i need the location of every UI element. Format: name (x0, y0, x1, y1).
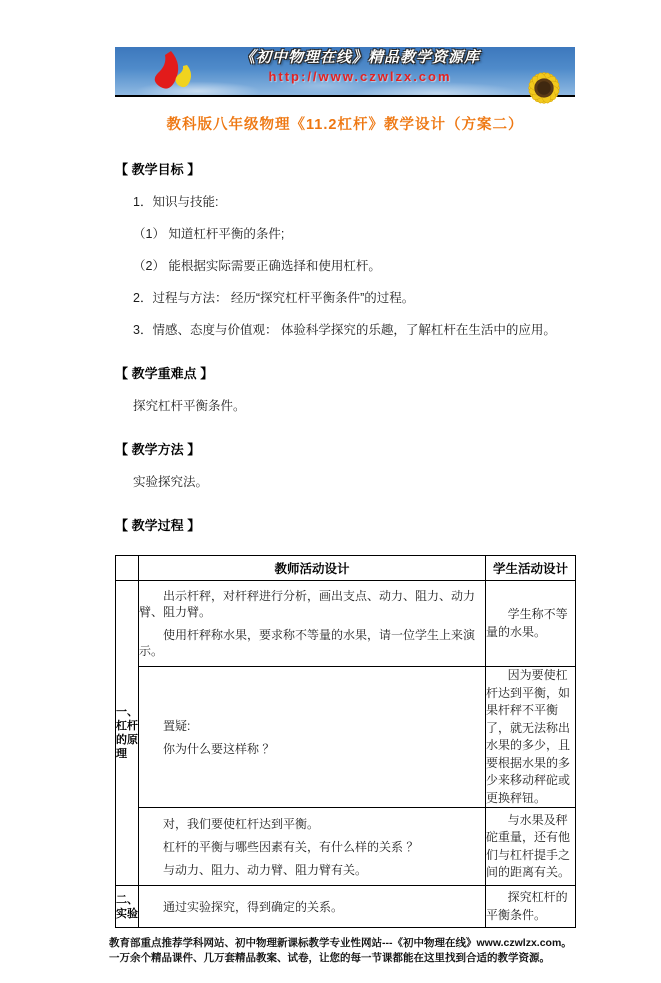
student-activity-cell (486, 581, 576, 667)
teacher-activity-text: 与动力、阻力、动力臂、阻力臂有关。 (163, 862, 368, 877)
teaching-process-table (115, 555, 576, 928)
site-url: http://www.czwlzx.com (268, 69, 452, 84)
table-header-row (116, 556, 576, 581)
objectives-paragraph: 2．过程与方法： 经历“探究杠杆平衡条件”的过程。 (133, 291, 415, 305)
section-heading-key-points: 【 教学重难点 】 (115, 366, 214, 381)
section-method (115, 439, 575, 490)
site-logo-icon (147, 49, 199, 95)
teacher-activity-cell (139, 808, 486, 886)
objectives-paragraph: （1） 知道杠杆平衡的条件; (133, 227, 285, 241)
header-cell-empty (116, 556, 139, 581)
section-heading-objectives: 【 教学目标 】 (115, 162, 201, 177)
section-process (115, 515, 575, 534)
table-row (116, 581, 576, 667)
banner-text-block (211, 50, 509, 83)
student-activity-cell (486, 886, 576, 928)
objectives-paragraph: 3．情感、态度与价值观： 体验科学探究的乐趣，了解杠杆在生活中的应用。 (133, 323, 556, 337)
document-page (0, 47, 661, 983)
teacher-activity-cell (139, 886, 486, 928)
teacher-activity-text: 出示杆秤，对杆秤进行分析，画出支点、动力、阻力、动力臂、阻力臂。 (139, 589, 476, 619)
teacher-activity-text: 使用杆秤称水果，要求称不等量的水果，请一位学生上来演示。 (139, 628, 476, 658)
objectives-paragraph: 1．知识与技能: (133, 195, 219, 209)
teacher-activity-text: 通过实验探究，得到确定的关系。 (163, 899, 344, 914)
key-points-paragraph: 探究杠杆平衡条件。 (133, 399, 246, 413)
table-row (116, 886, 576, 928)
doc-title: 教科版八年级物理《11.2杠杆》教学设计（方案二） (166, 117, 524, 133)
site-banner (115, 47, 575, 97)
student-activity-cell (486, 667, 576, 808)
section-heading-method: 【 教学方法 】 (115, 442, 201, 457)
section-heading-process: 【 教学过程 】 (115, 518, 201, 533)
method-paragraph: 实验探究法。 (133, 475, 209, 489)
footer-promo-text: 教育部重点推荐学科网站、初中物理新课标教学专业性网站---《初中物理在线》www.czwlzx.com。一万余个精品课件、几万套精品教案、试卷，让您的每一节课都能在这里找到合适的教学资源。 (109, 937, 572, 964)
stage-label-experiment: 二、实验 (116, 886, 139, 928)
table-row (116, 667, 576, 808)
student-activity-text: 学生称不等量的水果。 (486, 607, 568, 639)
header-cell-teacher: 教师活动设计 (139, 556, 486, 581)
site-name: 《初中物理在线》精品教学资源库 (239, 49, 480, 66)
teacher-activity-cell (139, 581, 486, 667)
student-activity-text: 因为要使杠杆达到平衡，如果杆秤不平衡了，就无法称出水果的多少，且要根据水果的多少来移动秤砣或更换秤钮。 (486, 668, 571, 805)
table-row (116, 808, 576, 886)
student-activity-cell (486, 808, 576, 886)
section-objectives (115, 159, 575, 338)
teacher-activity-text: 置疑: (163, 718, 191, 733)
header-cell-student: 学生活动设计 (486, 556, 576, 581)
student-activity-text: 与水果及秤砣重量，还有他们与杠杆提手之间的距离有关。 (486, 812, 571, 879)
page-content (109, 47, 575, 966)
teacher-activity-text: 杠杆的平衡与哪些因素有关，有什么样的关系 ？ (163, 839, 419, 854)
teacher-activity-text: 对，我们要使杠杆达到平衡。 (163, 816, 320, 831)
student-activity-text: 探究杠杆的平衡条件。 (486, 890, 568, 922)
teacher-activity-text: 你为什么要这样称 ？ (163, 741, 275, 756)
stage-label-lever-principle: 一、杠杆的原理 (116, 581, 139, 886)
sunflower-icon (515, 59, 573, 117)
teacher-activity-cell (139, 667, 486, 808)
section-key-points (115, 363, 575, 414)
objectives-paragraph: （2） 能根据实际需要正确选择和使用杠杆。 (133, 259, 381, 273)
